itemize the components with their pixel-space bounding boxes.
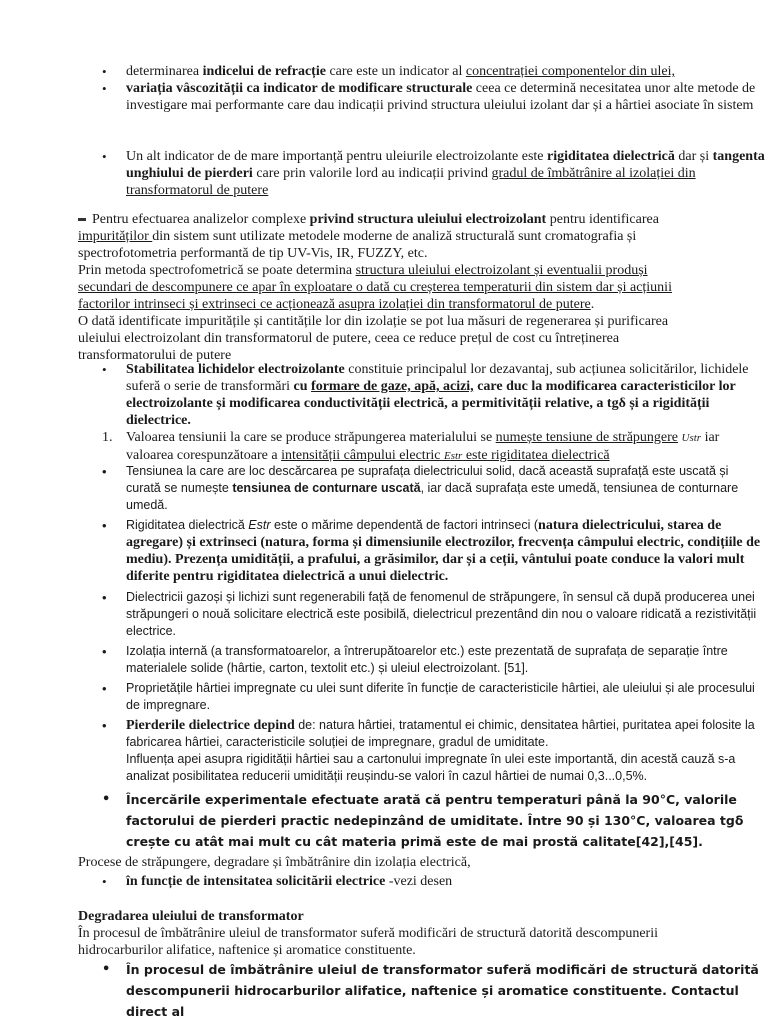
bullet-list-stability — [78, 361, 766, 429]
list-item: • determinarea indicelui de refracție care este un indicator al concentrației componentelor din ulei, — [126, 63, 766, 80]
list-item: • Tensiunea la care are loc descărcarea pe suprafața dielectricului solid, dacă această suprafață este uscată și curată se numește tensiunea de conturnare uscată, iar dacă suprafața este umedă, tensiunea de conturnare umedă. — [126, 463, 766, 514]
paragraph-degradation: În procesul de îmbătrânire uleiul de transformator suferă modificări de structură datorită descompunerii hidrocarburilor alifatice, naftenice și aromatice constituente. — [78, 926, 659, 958]
list-item: • Stabilitatea lichidelor electroizolante constituie principalul lor dezavantaj, sub acțiunea solicitărilor, lichidele suferă o serie de transformări cu formare de gaze, apă, acizi, care duc la modificarea caracteristicilor lor electroizolante și modificarea conductivității electrică, a permitivității relative, a tgδ și a rigidității dielectrice. — [126, 361, 766, 429]
bullet-list-processes — [78, 873, 766, 890]
bullet-list-top — [78, 63, 766, 114]
list-item: • Rigiditatea dielectrică Estr este o mărime dependentă de factori intrinseci (natura dielectricului, starea de agregare) și extrinseci (natura, forma și dimensiunile electrozilor, frecvența câmpului electric, condițiile de mediu). Prezența umidității, a prafului, a grăsimilor, dar și a ceții, vântului poate conduce la valori mult diferite pentru rigiditatea dielectrică a unui dielectric. — [126, 517, 766, 585]
paragraph-analysis: Pentru efectuarea analizelor complexe privind structura uleiului electroizolant pentru identificarea impurităților din sistem sunt utilizate metodele moderne de analiză structurală sunt cromatografia și spectrofotometria performantă de tip UV-Vis, IR, FUZZY, etc. — [78, 212, 659, 261]
paragraph-spectro: Prin metoda spectrofometrică se poate determina structura uleiului electroizolant și eventualii produși secundari de descompunere ce apar în exploatare o dată cu creșterea temperaturii din sistem dar și acțiunii factorilor intrinseci și extrinseci ce acționează asupra izolației din transformatorul de putere. — [78, 263, 672, 312]
list-item: • În procesul de îmbătrânire uleiul de transformator suferă modificări de structură datorită descompunerii hidrocarburilor alifatice, naftenice și aromatice constituente. Contactul direct al — [126, 959, 766, 1022]
paragraph-processes: Procese de străpungere, degradare și îmbătrânire din izolația electrică, — [78, 855, 471, 870]
bullet-list-properties — [78, 463, 766, 852]
list-item: • Dielectricii gazoși și lichizi sunt regenerabili față de fenomenul de străpungere, în sensul că după producerea unei străpungeri o nouă solicitare electrică este posibilă, dielectricul prezentând din nou o valoare ridicată a rezistivității electrice. — [126, 589, 766, 640]
dash-icon — [78, 218, 86, 221]
list-item: • în funcție de intensitatea solicitării electrice -vezi desen — [126, 873, 766, 890]
section-heading: Degradarea uleiului de transformator — [78, 909, 304, 924]
bullet-list-degradation — [78, 959, 766, 1022]
numbered-item: 1. Valoarea tensiunii la care se produce străpungerea materialului se numește tensiune de străpungere Ustr iar valoarea corespunzătoare a intensității câmpului electric Estr este rigiditatea dielectrică — [102, 430, 720, 463]
list-item: • Izolația internă (a transformatoarelor, a întrerupătoarelor etc.) este prezentată de suprafața de separație între materialele solide (hârtie, carton, textolit etc.) și uleiul electroizolant. [51]. — [126, 643, 766, 677]
list-item: • Un alt indicator de de mare importanță pentru uleiurile electroizolante este rigiditatea dielectrică dar și tangenta unghiului de pierderi care prin valorile lord au indicații privind gradul de îmbătrânire al izolației din transformatorul de putere — [126, 148, 766, 199]
bullet-list-indicator — [78, 148, 766, 199]
list-item: • variația vâscozității ca indicator de modificare structurale ceea ce determină necesitatea unor alte metode de investigare mai performante care dau indicații privind structura uleiului izolant dar și a hârtiei asociate în sistem — [126, 80, 766, 114]
list-item: • Pierderile dielectrice depind de: natura hârtiei, tratamentul ei chimic, densitatea hârtiei, puritatea apei folosite la fabricarea hârtiei, caracteristicile soluției de impregnare, gradul de umiditate. Influența apei asupra rigidității hârtiei sau a cartonului impregnate în ulei este importantă, din acestă cauză s-a analizat posibilitatea reducerii umidității reușindu-se valori în cazul hârtiei de numai 0,3...0,5%. — [126, 717, 766, 785]
list-item: • Încercările experimentale efectuate arată că pentru temperaturi până la 90°C, valorile factorului de pierderi practic nedepinzând de umiditate. Între 90 și 130°C, valoarea tgδ crește cu atât mai mult cu cât materia primă este de mai prostă calitate[42],[45]. — [126, 789, 766, 852]
paragraph-impurities: O dată identificate impuritățile și cantitățile lor din izolație se pot lua măsuri de regenerarea și purificarea uleiului electroizolant din transformatorul de putere, ceea ce reduce prețul de cost cu întreținerea transformatorului de putere — [78, 314, 669, 363]
list-item: • Proprietățile hârtiei impregnate cu ulei sunt diferite în funcție de caracteristicile hârtiei, ale uleiului și ale procesului de impregnare. — [126, 680, 766, 714]
